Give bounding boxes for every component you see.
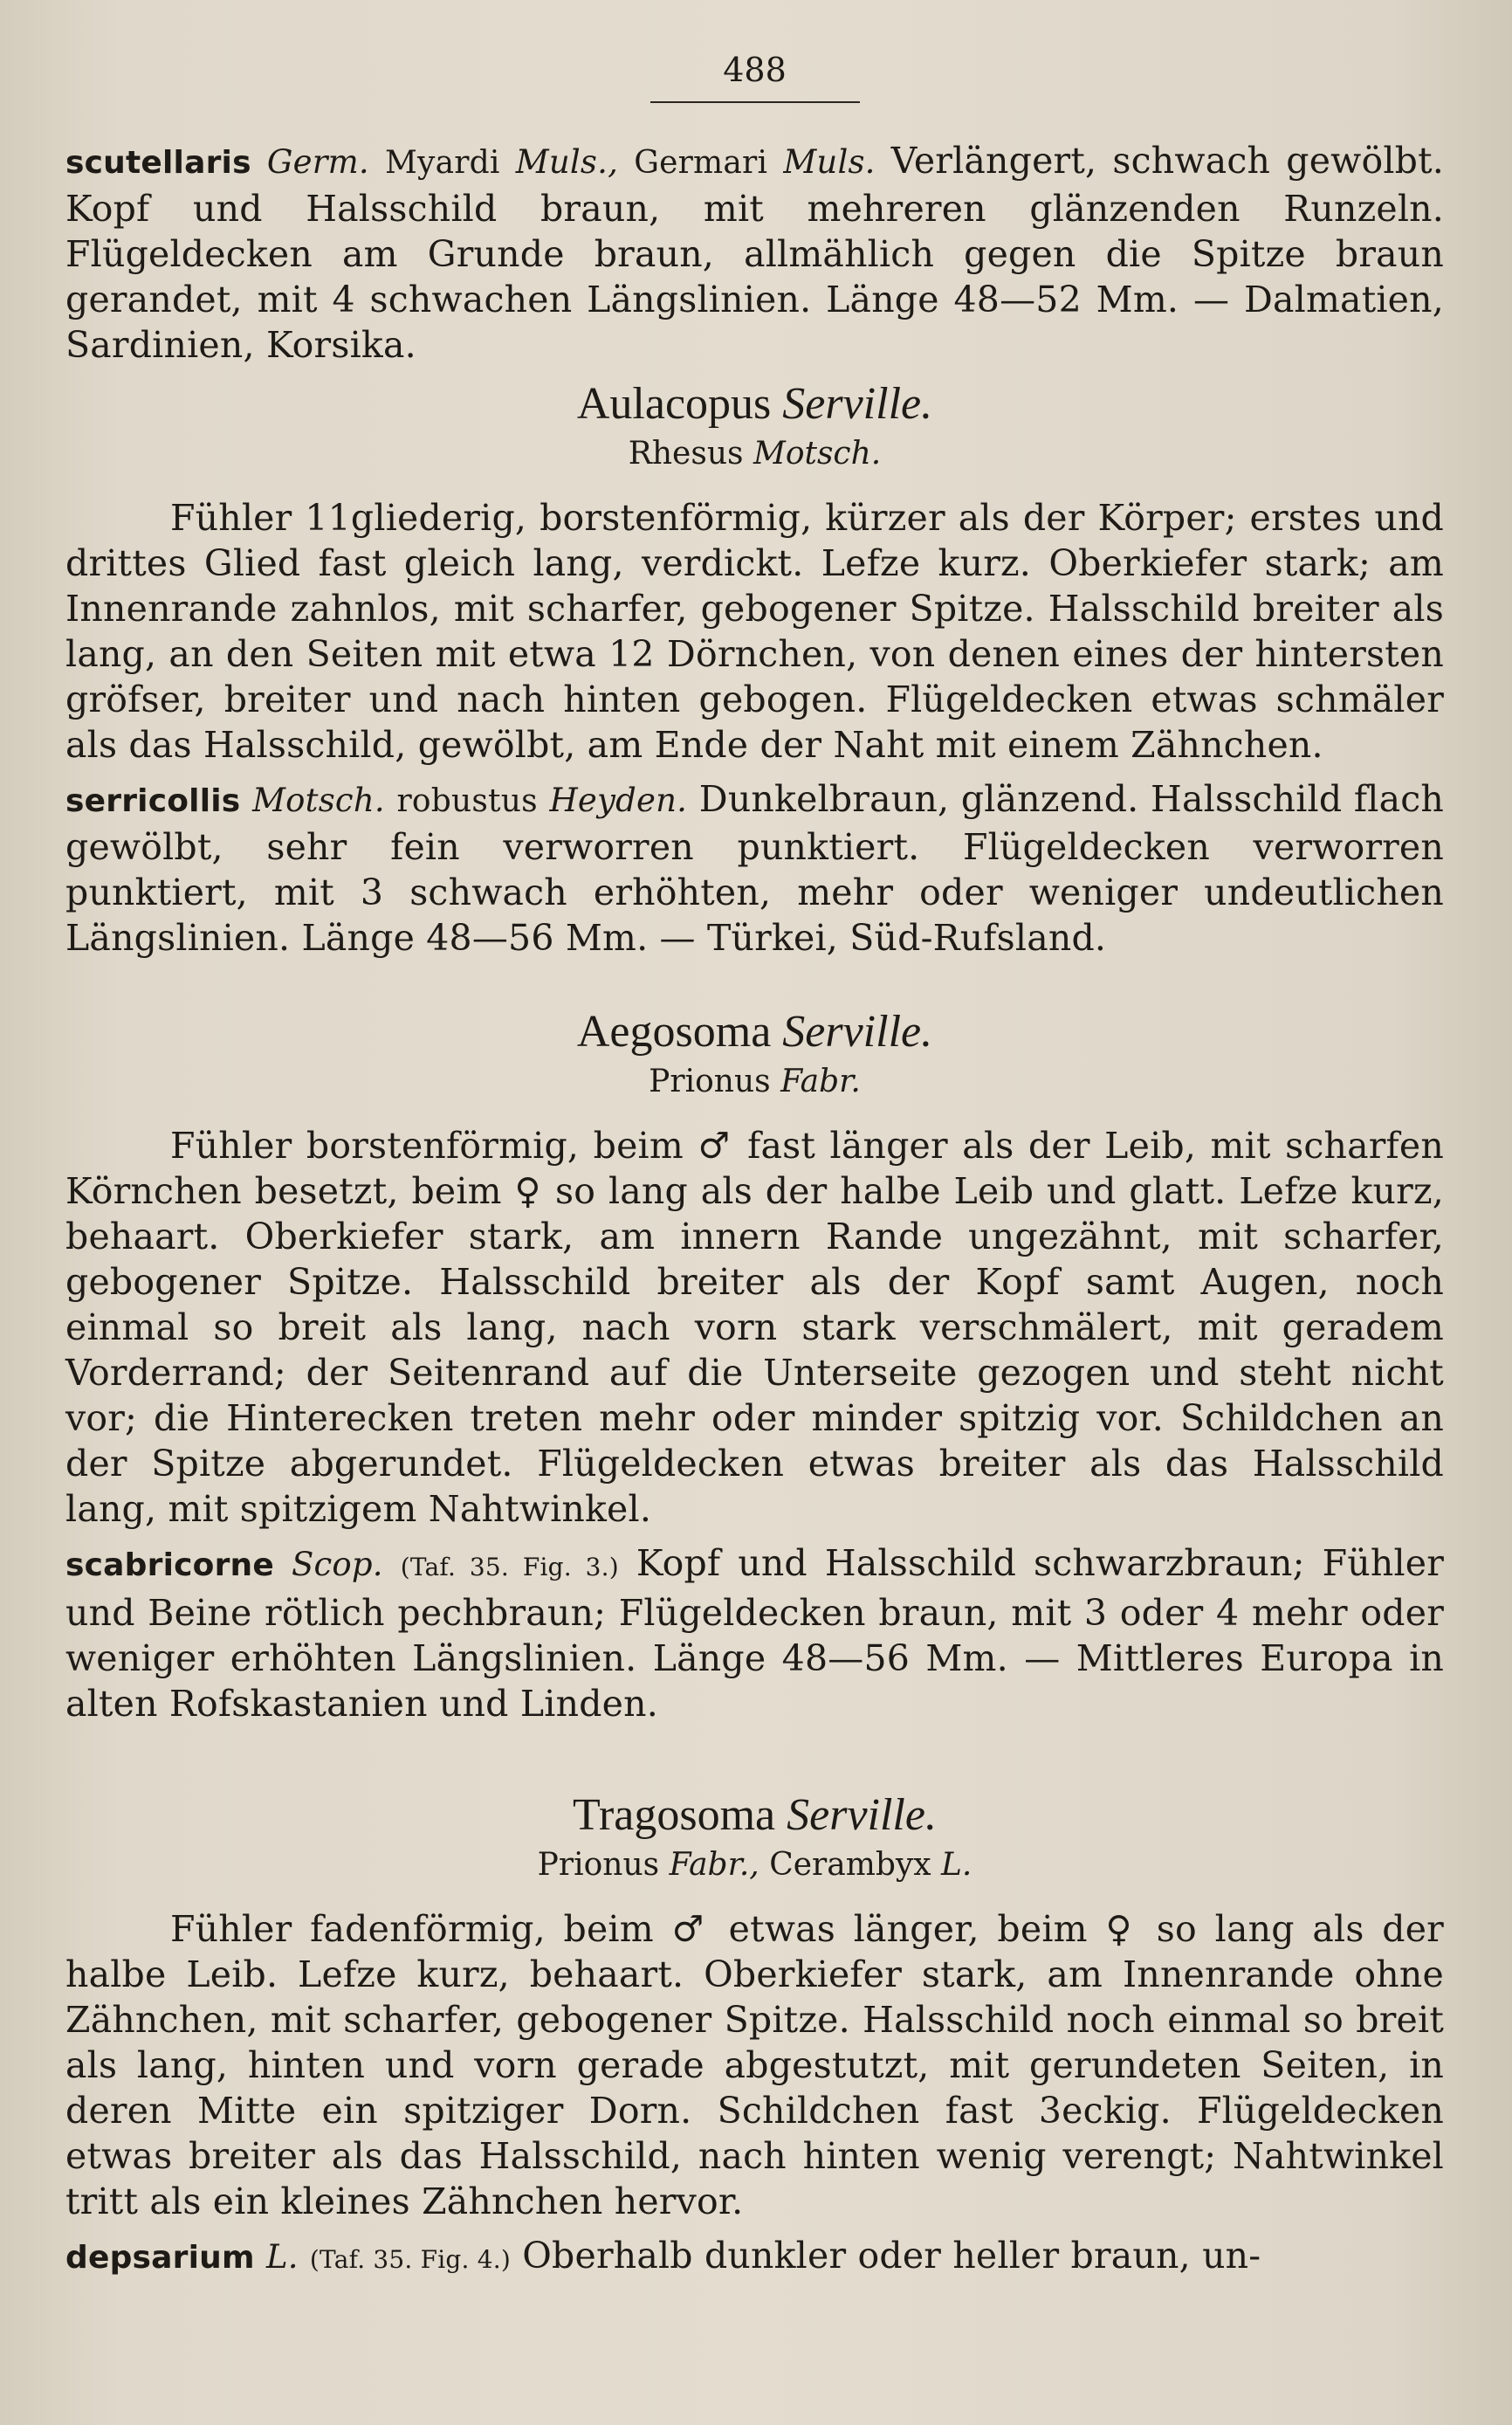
species-description: Oberhalb dunkler oder heller braun, un-	[522, 2235, 1261, 2277]
genus-synonym-author: L.	[941, 1847, 972, 1883]
synonym: Germari	[634, 145, 768, 181]
genus-synonym-author: Fabr.,	[669, 1847, 759, 1883]
species-name: serricollis	[65, 783, 241, 819]
page-number-rule	[650, 101, 860, 103]
species-entry-scutellaris	[65, 138, 1444, 368]
species-author: L.	[265, 2238, 299, 2276]
genus-synonym: Rhesus	[628, 436, 744, 472]
species-name: depsarium	[65, 2240, 255, 2276]
genus-description: Fühler borstenförmig, beim ♂ fast länger als der Leib, mit scharfen Körnchen besetzt, beim ♀ so lang als der halbe Leib und glatt. Lefze kurz, behaart. Oberkiefer stark, am innern Rande ungezähnt, mit scharfer, gebogener Spitze. Halsschild breiter als der Kopf samt Augen, noch einmal so breit als lang, nach vorn stark verschmälert, mit geradem Vorderrand; der Seitenrand auf die Unterseite gezogen und steht nicht vor; die Hinterecken treten mehr oder minder spitzig vor. Schildchen an der Spitze abgerundet. Flügeldecken etwas breiter als das Halsschild lang, mit spitzigem Nahtwinkel.	[65, 1125, 1444, 1530]
species-author: Germ.	[266, 143, 369, 181]
genus-name: Tragosoma	[573, 1790, 776, 1840]
genus-heading-aulacopus	[65, 376, 1444, 432]
synonym: Myardi	[385, 145, 500, 181]
genus-synonym-line	[65, 1060, 1444, 1104]
genus-heading-aegosoma	[65, 1004, 1444, 1060]
genus-synonym: Prionus	[649, 1064, 771, 1099]
genus-description: Fühler 11gliederig, borstenförmig, kürzer als der Körper; erstes und drittes Glied fast gleich lang, verdickt. Lefze kurz. Oberkiefer stark; am Innenrande zahnlos, mit scharfer, gebogener Spitze. Halsschild breiter als lang, an den Seiten mit etwa 12 Dörnchen, von denen eines der hintersten gröfser, breiter und nach hinten gebogen. Flügeldecken etwas schmäler als das Halsschild, gewölbt, am Ende der Naht mit einem Zähnchen.	[65, 497, 1444, 766]
species-description: Verlängert, schwach gewölbt. Kopf und Halsschild braun, mit mehreren glänzenden Runzeln. Flügeldecken am Grunde braun, allmählich gegen die Spitze braun gerandet, mit 4 schwachen Längslinien. Länge 48—52 Mm. — Dalmatien, Sardinien, Korsika.	[65, 140, 1445, 366]
species-description: Kopf und Halsschild schwarzbraun; Fühler und Beine rötlich pechbraun; Flügeldecken braun, mit 3 oder 4 mehr oder weniger erhöhten Längslinien. Länge 48—56 Mm. — Mittleres Europa in alten Rofskastanien und Linden.	[65, 1542, 1445, 1725]
synonym-author: Heyden.	[549, 782, 688, 819]
genus-synonym-author: Fabr.	[780, 1064, 861, 1099]
synonym: robustus	[396, 783, 538, 819]
page-number: 488	[723, 51, 787, 89]
species-name: scabricorne	[65, 1547, 274, 1583]
species-entry-serricollis	[65, 776, 1444, 961]
genus-synonym: Prionus	[537, 1847, 660, 1883]
synonym-author: Muls.	[783, 143, 876, 181]
genus-name: Aulacopus	[576, 379, 772, 429]
plate-reference: (Taf. 35. Fig. 3.)	[400, 1553, 619, 1581]
species-author: Motsch.	[252, 782, 385, 819]
species-name: scutellaris	[65, 145, 251, 181]
species-author: Scop.	[291, 1546, 383, 1583]
species-description: Dunkelbraun, glänzend. Halsschild flach gewölbt, sehr fein verworren punktiert. Flügeldecken verworren punktiert, mit 3 schwach erhöhten, mehr oder weniger undeutlichen Längslinien. Länge 48—56 Mm. — Türkei, Süd-Rufsland.	[65, 778, 1445, 959]
genus-author: Serville.	[782, 1007, 933, 1057]
genus-heading-tragosoma	[65, 1788, 1444, 1843]
synonym-author: Muls.,	[515, 143, 619, 181]
genus-author: Serville.	[782, 379, 933, 429]
species-entry-scabricorne	[65, 1540, 1444, 1726]
genus-synonym-line	[65, 432, 1444, 476]
genus-name: Aegosoma	[576, 1007, 772, 1057]
genus-synonym-line	[65, 1843, 1444, 1887]
genus-synonym-author: Motsch.	[753, 436, 882, 472]
genus-synonym: Cerambyx	[769, 1847, 931, 1883]
genus-description: Fühler fadenförmig, beim ♂ etwas länger, beim ♀ so lang als der halbe Leib. Lefze kurz, behaart. Oberkiefer stark, am Innenrande ohne Zähnchen, mit scharfer, gebogener Spitze. Halsschild noch einmal so breit als lang, hinten und vorn gerade abgestutzt, mit gerundeten Seiten, in deren Mitte ein spitziger Dorn. Schildchen fast 3eckig. Flügeldecken etwas breiter als das Halsschild, nach hinten wenig verengt; Nahtwinkel tritt als ein kleines Zähnchen hervor.	[65, 1908, 1444, 2222]
plate-reference: (Taf. 35. Fig. 4.)	[309, 2245, 511, 2274]
species-entry-depsarium	[65, 2233, 1444, 2283]
genus-author: Serville.	[787, 1790, 937, 1840]
